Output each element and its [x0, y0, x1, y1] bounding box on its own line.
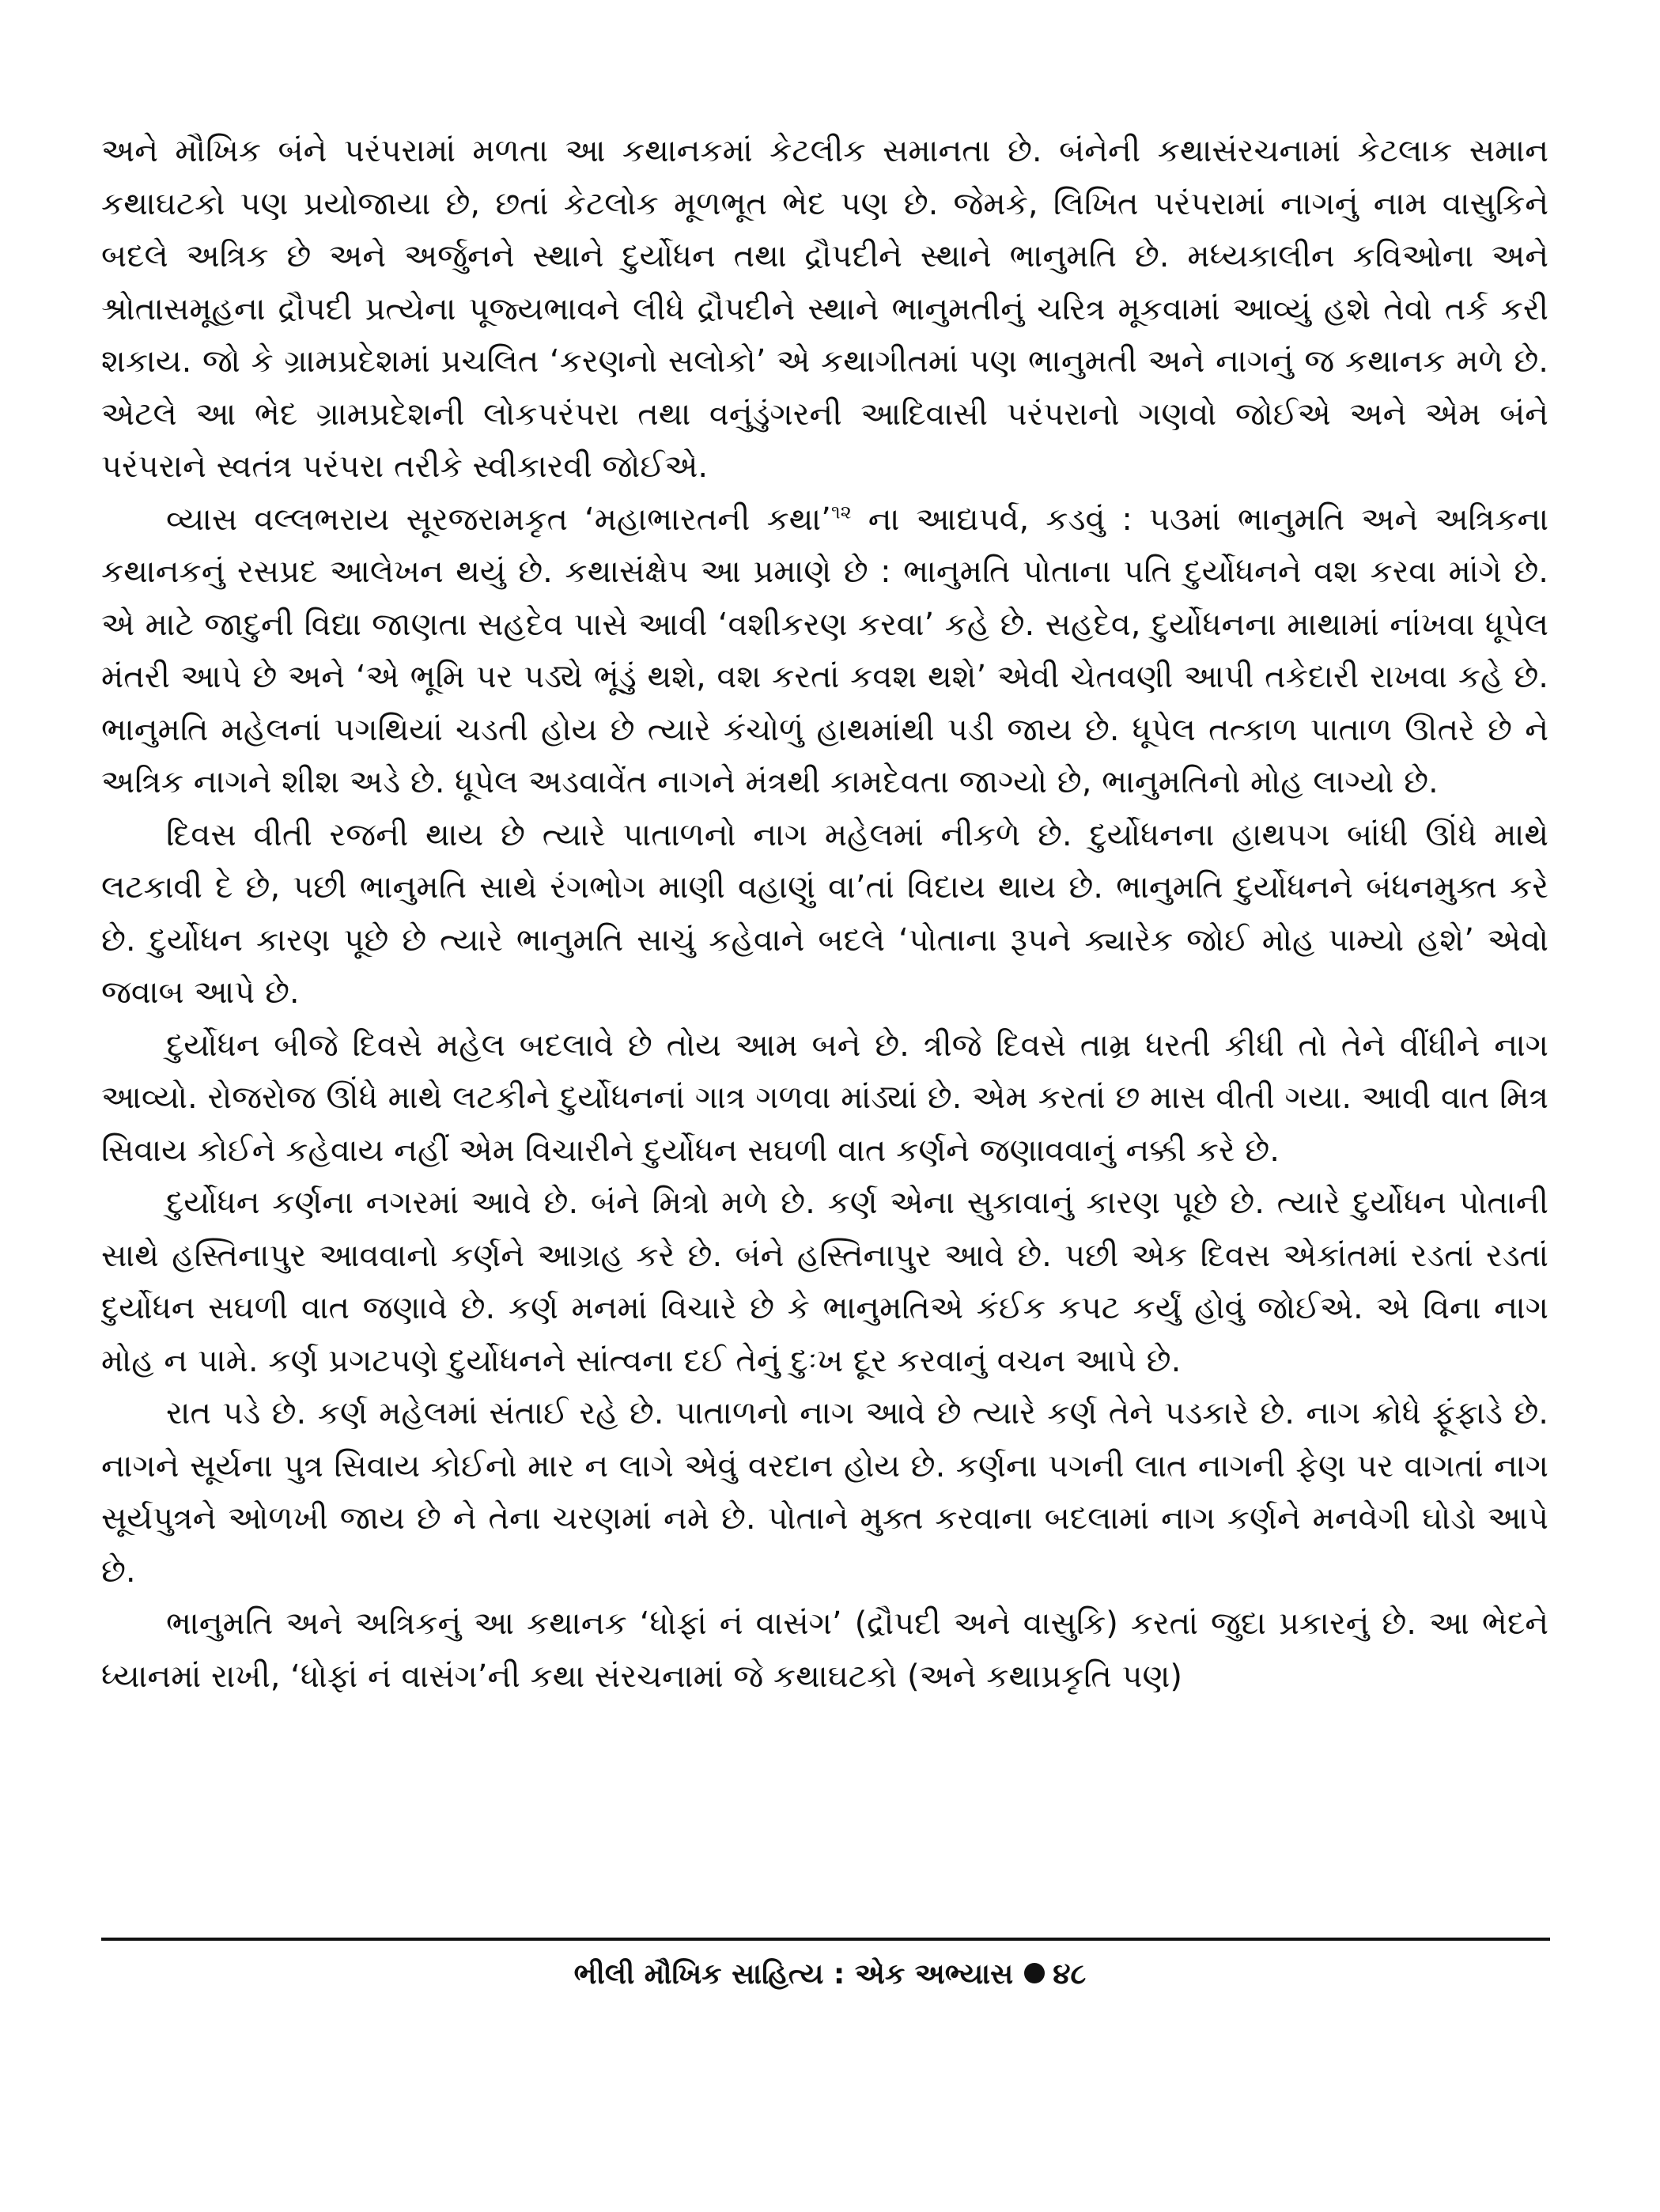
paragraph-1: અને મૌખિક બંને પરંપરામાં મળતા આ કથાનકમાં કેટલીક સમાનતા છે. બંનેની કથાસંરચનામાં કેટલાક સમાન કથાઘટકો પણ પ્રયોજાયા છે, છતાં કેટલોક મૂળભૂત ભેદ પણ છે. જેમકે, લિખિત પરંપરામાં નાગનું નામ વાસુકિને બદલે અત્રિક છે અને અર્જુનને સ્થાને દુર્યોધન તથા દ્રૌપદીને સ્થાને ભાનુમતિ છે. મધ્યકાલીન કવિઓના અને શ્રોતાસમૂહના દ્રૌપદી પ્રત્યેના પૂજ્યભાવને લીધે દ્રૌપદીને સ્થાને ભાનુમતીનું ચરિત્ર મૂકવામાં આવ્યું હશે તેવો તર્ક કરી શકાય. જો કે ગ્રામપ્રદેશમાં પ્રચલિત ‘કરણનો સલોકો’ એ કથાગીતમાં પણ ભાનુમતી અને નાગનું જ કથાનક મળે છે. એટલે આ ભેદ ગ્રામપ્રદેશની લોકપરંપરા તથા વનુંડુંગરની આદિવાસી પરંપરાનો ગણવો જોઈએ અને એમ બંને પરંપરાને સ્વતંત્ર પરંપરા તરીકે સ્વીકારવી જોઈએ. — [101, 133, 1548, 485]
footer-divider — [101, 1938, 1550, 1941]
paragraph-7: ભાનુમતિ અને અત્રિકનું આ કથાનક ‘ધોફાં નં વાસંગ’ (દ્રૌપદી અને વાસુકિ) કરતાં જુદા પ્રકારનું છે. આ ભેદને ધ્યાનમાં રાખી, ‘ધોફાં નં વાસંગ’ની કથા સંરચનામાં જે કથાઘટકો (અને કથાપ્રકૃતિ પણ) — [101, 1605, 1548, 1695]
footnote-reference: ૧૨ — [830, 501, 852, 524]
paragraph-5: દુર્યોધન કર્ણના નગરમાં આવે છે. બંને મિત્રો મળે છે. કર્ણ એના સુકાવાનું કારણ પૂછે છે. ત્યારે દુર્યોધન પોતાની સાથે હસ્તિનાપુર આવવાનો કર્ણને આગ્રહ કરે છે. બંને હસ્તિનાપુર આવે છે. પછી એક દિવસ એકાંતમાં રડતાં રડતાં દુર્યોધન સઘળી વાત જણાવે છે. કર્ણ મનમાં વિચારે છે કે ભાનુમતિએ કંઈક કપટ કર્યું હોવું જોઈએ. એ વિના નાગ મોહ ન પામે. કર્ણ પ્રગટપણે દુર્યોધનને સાંત્વના દઈ તેનું દુઃખ દૂર કરવાનું વચન આપે છે. — [101, 1185, 1548, 1379]
paragraph-2-text-after: ના આદ્યપર્વ, કડવું : ૫૩માં ભાનુમતિ અને અત્રિકના કથાનકનું રસપ્રદ આલેખન થયું છે. કથાસંક્ષેપ આ પ્રમાણે છે : ભાનુમતિ પોતાના પતિ દુર્યોધનને વશ કરવા માંગે છે. એ માટે જાદુની વિદ્યા જાણતા સહદેવ પાસે આવી ‘વશીકરણ કરવા’ કહે છે. સહદેવ, દુર્યોધનના માથામાં નાંખવા ધૂપેલ મંતરી આપે છે અને ‘એ ભૂમિ પર પડ્યે ભૂંડું થશે, વશ કરતાં કવશ થશે’ એવી ચેતવણી આપી તકેદારી રાખવા કહે છે. ભાનુમતિ મહેલનાં પગથિયાં ચડતી હોય છે ત્યારે કંચોળું હાથમાંથી પડી જાય છે. ધૂપેલ તત્કાળ પાતાળ ઊતરે છે ને અત્રિક નાગને શીશ અડે છે. ધૂપેલ અડવાવેંત નાગને મંત્રથી કામદેવતા જાગ્યો છે, ભાનુમતિનો મોહ લાગ્યો છે. — [101, 501, 1548, 800]
bullet-icon — [1024, 1963, 1045, 1983]
paragraph-2-text-before: વ્યાસ વલ્લભરાય સૂરજરામકૃત ‘મહાભારતની કથા’ — [166, 501, 831, 538]
page-number: ૪૮ — [1053, 1958, 1087, 1991]
page-footer — [0, 1955, 1660, 1995]
book-title: ભીલી મૌખિક સાહિત્ય : એક અભ્યાસ — [573, 1958, 1014, 1991]
paragraph-6: રાત પડે છે. કર્ણ મહેલમાં સંતાઈ રહે છે. પાતાળનો નાગ આવે છે ત્યારે કર્ણ તેને પડકારે છે. નાગ ક્રોધે ફૂંફાડે છે. નાગને સૂર્યના પુત્ર સિવાય કોઈનો માર ન લાગે એવું વરદાન હોય છે. કર્ણના પગની લાત નાગની ફેણ પર વાગતાં નાગ સૂર્યપુત્રને ઓળખી જાય છે ને તેના ચરણમાં નમે છે. પોતાને મુક્ત કરવાના બદલામાં નાગ કર્ણને મનવેગી ઘોડો આપે છે. — [101, 1395, 1548, 1590]
paragraph-4: દુર્યોધન બીજે દિવસે મહેલ બદલાવે છે તોય આમ બને છે. ત્રીજે દિવસે તામ્ર ધરતી કીધી તો તેને વીંધીને નાગ આવ્યો. રોજરોજ ઊંધે માથે લટકીને દુર્યોધનનાં ગાત્ર ગળવા માંડ્યાં છે. એમ કરતાં છ માસ વીતી ગયા. આવી વાત મિત્ર સિવાય કોઈને કહેવાય નહીં એમ વિચારીને દુર્યોધન સઘળી વાત કર્ણને જણાવવાનું નક્કી કરે છે. — [101, 1027, 1548, 1169]
page-body — [101, 125, 1548, 1928]
paragraph-2 — [101, 493, 1548, 809]
paragraph-3: દિવસ વીતી રજની થાય છે ત્યારે પાતાળનો નાગ મહેલમાં નીકળે છે. દુર્યોધનના હાથપગ બાંધી ઊંધે માથે લટકાવી દે છે, પછી ભાનુમતિ સાથે રંગભોગ માણી વહાણું વા’તાં વિદાય થાય છે. ભાનુમતિ દુર્યોધનને બંધનમુક્ત કરે છે. દુર્યોધન કારણ પૂછે છે ત્યારે ભાનુમતિ સાચું કહેવાને બદલે ‘પોતાના રૂપને ક્યારેક જોઈ મોહ પામ્યો હશે’ એવો જવાબ આપે છે. — [101, 816, 1548, 1011]
